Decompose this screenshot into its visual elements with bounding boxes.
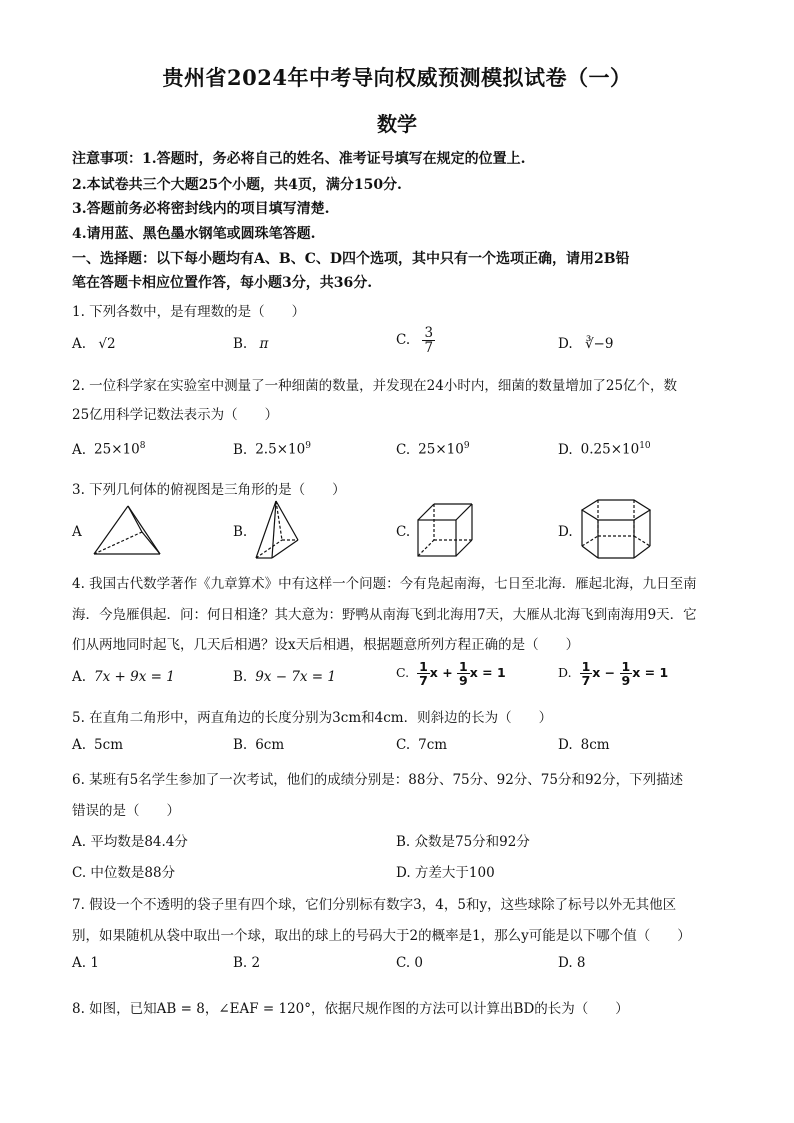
q2-option-d: D. $0.25\times 10^{10}$ (558, 441, 651, 458)
hexagonal-prism-figure (576, 496, 656, 564)
q5-stem: 5. 在直角二角形中，两直角边的长度分别为3cm和4cm．则斜边的长为（ ） (72, 710, 553, 726)
q3-label-c: C. (396, 524, 411, 540)
q1-option-c (396, 326, 435, 355)
q6-option-c: C. 中位数是88分 (72, 865, 176, 881)
q3-label-b: B. (233, 524, 248, 540)
fraction: $\frac{3}{7}$ (424, 325, 434, 357)
note-4: 4.请用蓝、黑色墨水钢笔或圆珠笔答题. (72, 226, 316, 242)
q1-option-d (558, 336, 613, 352)
q4-option-c: C. $\frac{1}{7}$ x + $\frac{1}{9}$ x = 1 (396, 659, 506, 689)
q5-option-d: D. 8cm (558, 737, 610, 753)
option-value: √2 (98, 336, 116, 352)
q2-stem-line1: 2. 一位科学家在实验室中测量了一种细菌的数量，并发现在24小时内，细菌的数量增加了25亿个，数 (72, 378, 678, 394)
q6-option-a: A. 平均数是84.4分 (72, 834, 188, 850)
q1-option-a (72, 336, 116, 352)
q2-option-a: A. $25\times 10^8$ (72, 441, 146, 458)
note-1: 注意事项：1.答题时，务必将自己的姓名、准考证号填写在规定的位置上. (72, 151, 526, 167)
q7-option-c: C. 0 (396, 955, 424, 971)
subject-heading: 数学 (377, 112, 417, 136)
option-value: π (259, 336, 269, 352)
q5-option-c: C. 7cm (396, 737, 448, 753)
q4-option-b: B. 9x − 7x = 1 (233, 669, 337, 685)
section-heading-line2: 笔在答题卡相应位置作答，每小题3分，共36分. (72, 275, 373, 291)
pyramid-figure (252, 498, 304, 562)
option-value: ∛−9 (584, 336, 614, 352)
q7-option-a: A. 1 (72, 955, 99, 971)
cube-figure (414, 500, 476, 560)
q7-stem-line1: 7. 假设一个不透明的袋子里有四个球，它们分别标有数字3，4，5和y，这些球除了标号以外无其他区 (72, 897, 677, 913)
q2-option-b: B. $2.5\times 10^9$ (233, 441, 311, 458)
q1-option-b (233, 336, 268, 352)
option-label: C. (396, 332, 411, 349)
q1-stem: 1. 下列各数中，是有理数的是（ ） (72, 304, 306, 320)
q5-option-a: A. 5cm (72, 737, 123, 753)
page-title: 贵州省2024年中考导向权威预测模拟试卷（一） (162, 65, 632, 90)
q6-option-d: D. 方差大于100 (396, 865, 495, 881)
q4-stem-line3: 们从两地同时起飞，几天后相遇？设x天后相遇，根据题意所列方程正确的是（ ） (72, 637, 580, 653)
q2-stem-line2: 25亿用科学记数法表示为（ ） (72, 407, 279, 423)
triangular-prism-figure (90, 502, 162, 558)
option-label: B. (233, 336, 248, 352)
q4-option-d: D. $\frac{1}{7}$ x − $\frac{1}{9}$ x = 1 (558, 659, 669, 689)
q3-label-d: D. (558, 524, 573, 540)
q3-stem: 3. 下列几何体的俯视图是三角形的是（ ） (72, 482, 346, 498)
q2-option-c: C. $25\times 10^9$ (396, 441, 470, 458)
note-3: 3.答题前务必将密封线内的项目填写清楚. (72, 201, 330, 217)
q6-option-b: B. 众数是75分和92分 (396, 834, 530, 850)
option-label: D. (558, 336, 573, 352)
option-label: A. (72, 336, 87, 352)
q6-stem-line1: 6. 某班有5名学生参加了一次考试，他们的成绩分别是：88分、75分、92分、75分和92分，下列描述 (72, 772, 684, 788)
q7-stem-line2: 别，如果随机从袋中取出一个球，取出的球上的号码大于2的概率是1，那么y可能是以下哪个值（ ） (72, 928, 691, 944)
section-heading-line1: 一、选择题：以下每小题均有A、B、C、D四个选项，其中只有一个选项正确，请用2B铅 (72, 251, 630, 267)
q5-option-b: B. 6cm (233, 737, 285, 753)
q7-option-d: D. 8 (558, 955, 586, 971)
q4-stem-line1: 4. 我国古代数学著作《九章算术》中有这样一个问题：今有凫起南海，七日至北海．雁起北海，九日至南 (72, 576, 697, 592)
q4-option-a: A. 7x + 9x = 1 (72, 669, 175, 685)
q7-option-b: B. 2 (233, 955, 261, 971)
q4-stem-line2: 海．今凫雁俱起．问：何日相逢？其大意为：野鸭从南海飞到北海用7天，大雁从北海飞到南海用9天．它 (72, 607, 697, 623)
q8-stem: 8. 如图，已知AB = 8，∠EAF = 120°，依据尺规作图的方法可以计算出BD的长为（ ） (72, 1001, 629, 1017)
note-2: 2.本试卷共三个大题25个小题，共4页，满分150分. (72, 177, 402, 193)
q3-label-a: A (72, 524, 82, 540)
q6-stem-line2: 错误的是（ ） (72, 803, 180, 819)
